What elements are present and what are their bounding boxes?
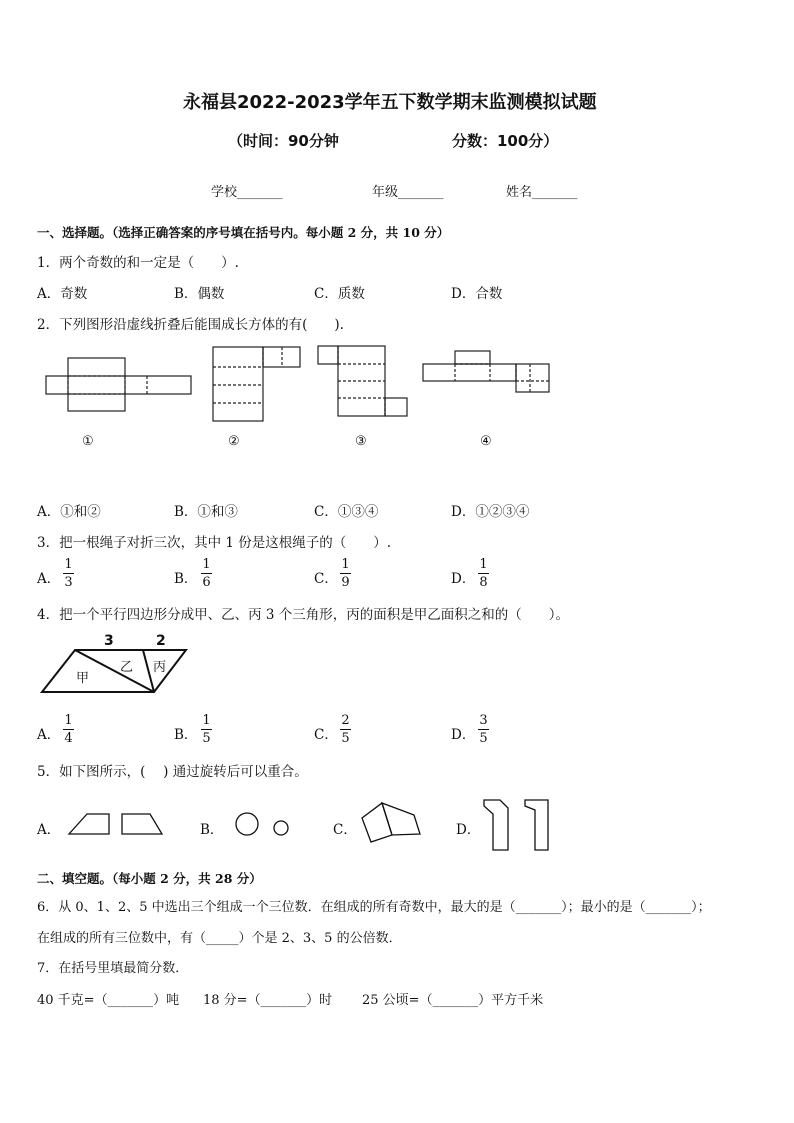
denominator: 5	[202, 731, 211, 746]
denominator: 4	[64, 731, 73, 746]
q3-option-a-fraction	[63, 557, 74, 590]
q3-option-c-letter: C．	[314, 571, 338, 587]
numerator: 2	[341, 713, 350, 728]
q7-item-2: 18 分=（_______）时	[203, 993, 333, 1008]
q4-label-bing: 丙	[153, 660, 167, 675]
q2-figure-label-4: ④	[480, 434, 492, 449]
numerator: 3	[479, 713, 488, 728]
q6-line-2: 在组成的所有三位数中，有（_____）个是 2、3、5 的公倍数．	[37, 931, 402, 946]
q3-option-b-letter: B．	[174, 571, 198, 587]
q6-line-1: 6．从 0、1、2、5 中选出三个组成一个三位数．在组成的所有奇数中，最大的是（_______）；最小的是（_______）；	[37, 900, 711, 915]
net-figure-2	[213, 347, 300, 421]
numerator: 1	[341, 557, 350, 572]
q5-d-shape-1	[484, 800, 508, 850]
q3-option-d-fraction	[478, 557, 489, 590]
q4-label-2: 2	[156, 633, 166, 649]
q4-option-d-letter: D．	[451, 727, 476, 743]
q4-text: 4．把一个平行四边形分成甲、乙、丙 3 个三角形，丙的面积是甲乙面积之和的（ ）。	[37, 607, 570, 623]
q3-option-a-letter: A．	[37, 571, 61, 587]
q2-option-c: C．①③④	[314, 504, 379, 520]
q4-label-3: 3	[104, 633, 114, 649]
school-field: 学校_______	[211, 185, 283, 200]
q3-option-c-fraction	[340, 557, 351, 590]
name-field: 姓名_______	[506, 185, 578, 200]
q5-option-c-letter: C．	[333, 822, 357, 838]
q7-item-1: 40 千克=（_______）吨	[37, 993, 180, 1008]
q7-item-3: 25 公顷=（_______）平方千米	[362, 993, 544, 1008]
net-figure-1	[46, 358, 191, 411]
denominator: 8	[479, 575, 488, 590]
q4-option-c-fraction	[340, 713, 351, 746]
q4-option-a-fraction	[63, 713, 74, 746]
q4-option-b-letter: B．	[174, 727, 198, 743]
q5-text: 5．如下图所示，( ) 通过旋转后可以重合。	[37, 764, 308, 780]
q5-a-trapezoid-1	[69, 814, 109, 834]
q5-c-pentagon-1	[362, 803, 392, 842]
q2-option-b: B．①和③	[174, 504, 238, 520]
q4-option-b-fraction	[201, 713, 212, 746]
q5-option-d-letter: D．	[456, 822, 481, 838]
q2-figure-label-3: ③	[355, 434, 367, 449]
q5-option-b-letter: B．	[200, 822, 224, 838]
q3-option-b-fraction	[201, 557, 212, 590]
numerator: 1	[202, 557, 211, 572]
numerator: 1	[479, 557, 488, 572]
q2-figure-label-1: ①	[82, 434, 94, 449]
q1-option-a: A．奇数	[37, 286, 88, 302]
section1-heading: 一、选择题。（选择正确答案的序号填在括号内。每小题 2 分，共 10 分）	[37, 225, 450, 240]
q2-figure-label-2: ②	[228, 434, 240, 449]
denominator: 5	[479, 731, 488, 746]
section2-heading: 二、填空题。（每小题 2 分，共 28 分）	[37, 871, 262, 886]
q3-text: 3．把一根绳子对折三次，其中 1 份是这根绳子的（ ）.	[37, 535, 392, 551]
time-limit: （时间：90分钟	[228, 132, 339, 150]
denominator: 9	[341, 575, 350, 590]
q1-option-c: C．质数	[314, 286, 365, 302]
q1-option-d: D．合数	[451, 286, 503, 302]
denominator: 3	[64, 575, 73, 590]
q2-text: 2．下列图形沿虚线折叠后能围成长方体的有( ).	[37, 317, 344, 333]
q5-d-shape-2	[525, 800, 548, 850]
q7-text: 7．在括号里填最简分数．	[37, 961, 189, 976]
denominator: 6	[202, 575, 211, 590]
q5-b-circle-small	[274, 821, 288, 835]
q2-option-a: A．①和②	[37, 504, 101, 520]
total-score: 分数：100分）	[452, 132, 559, 150]
q1-option-b: B．偶数	[174, 286, 225, 302]
q5-a-trapezoid-2	[122, 814, 162, 834]
denominator: 5	[341, 731, 350, 746]
net-figure-4	[423, 351, 549, 392]
q4-option-c-letter: C．	[314, 727, 338, 743]
q4-option-d-fraction	[478, 713, 489, 746]
q5-c-pentagon-2	[382, 803, 420, 835]
q4-label-jia: 甲	[76, 671, 90, 686]
q4-option-a-letter: A．	[37, 727, 61, 743]
q2-option-d: D．①②③④	[451, 504, 530, 520]
q1-text: 1．两个奇数的和一定是（ ）.	[37, 255, 239, 271]
net-figure-3	[318, 346, 407, 416]
grade-field: 年级_______	[372, 185, 444, 200]
numerator: 1	[64, 713, 73, 728]
q4-label-yi: 乙	[120, 660, 134, 675]
numerator: 1	[64, 557, 73, 572]
q5-b-circle-large	[236, 813, 258, 835]
q5-option-a-letter: A．	[37, 822, 61, 838]
page-title: 永福县2022-2023学年五下数学期末监测模拟试题	[183, 92, 597, 113]
q3-option-d-letter: D．	[451, 571, 476, 587]
numerator: 1	[202, 713, 211, 728]
